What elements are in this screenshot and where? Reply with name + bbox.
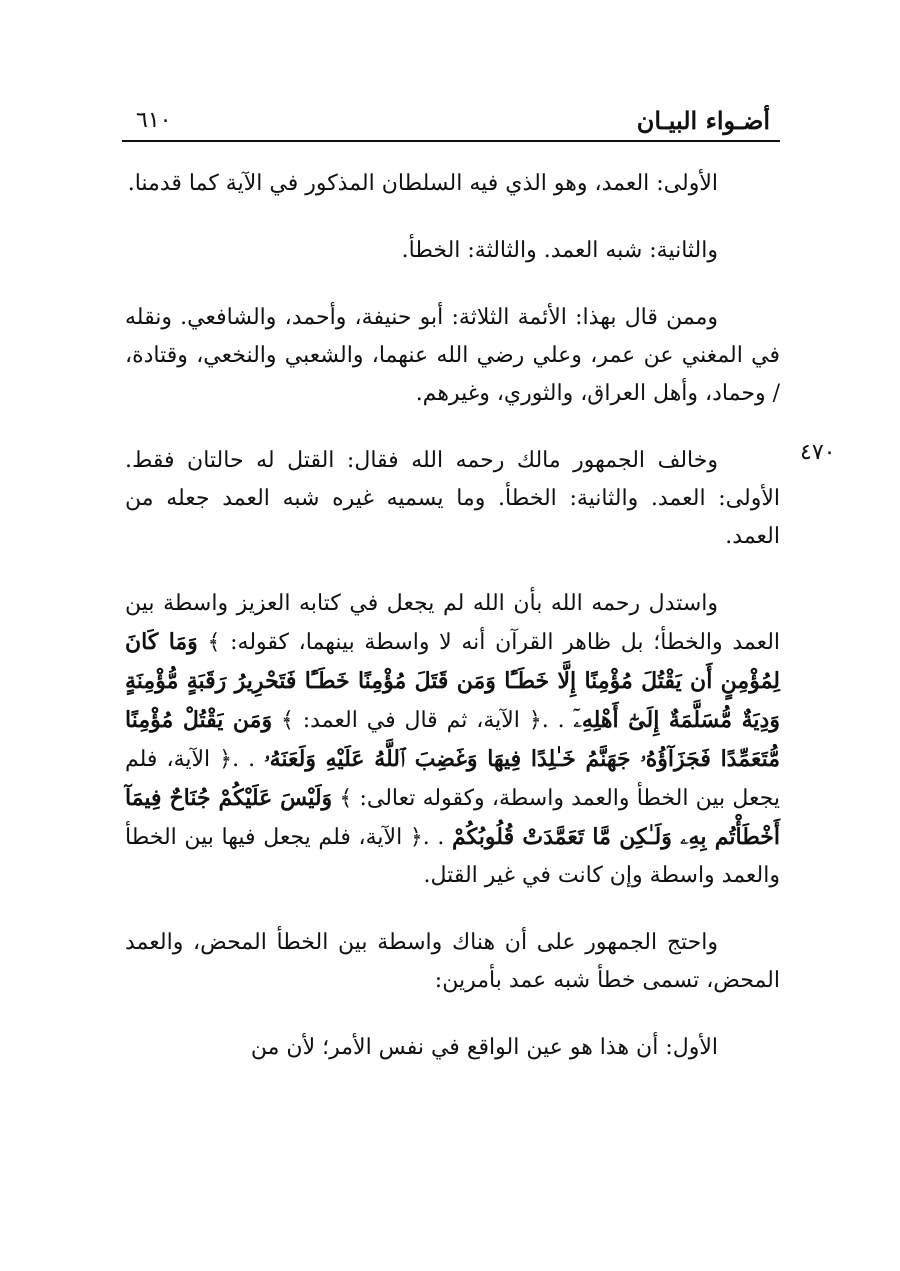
evidence-mid-1: الآية، ثم قال في العمد:: [302, 708, 520, 733]
quran-verse-33-5: وَلَيْسَ عَلَيْكُمْ جُنَاحٌ فِيمَآ أَخْطَأْتُم بِهِۦ وَلَـٰكِن مَّا تَعَمَّدَتْ قُلُوبُكُمْ: [125, 785, 780, 850]
paragraph-majority-argument: واحتج الجمهور على أن هناك واسطة بين الخطأ المحض، والعمد المحض، تسمى خطأ شبه عمد بأمرين:: [125, 930, 780, 993]
ellipsis: . .: [422, 825, 445, 850]
evidence-mid-2: الآية، فلم يجعل بين الخطأ والعمد واسطة، وكقوله تعالى:: [125, 747, 780, 811]
evidence-intro: واستدل رحمه الله بأن الله لم يجعل في كتابه العزيز واسطة بين العمد والخطأ؛ بل ظاهر القرآن أنه لا واسطة بينهما، كقوله:: [125, 591, 781, 655]
page-header: [126, 104, 778, 140]
running-title: أضـواء البيـان: [636, 106, 770, 135]
header-rule: [122, 140, 780, 142]
paragraph-first-type: الأولى: العمد، وهو الذي فيه السلطان المذكور في الآية كما قدمنا.: [127, 171, 718, 196]
paragraph-malik-opinion: وخالف الجمهور مالك رحمه الله فقال: القتل له حالتان فقط. الأولى: العمد. والثانية: الخطأ. وما يسميه غيره شبه العمد جعله من العمد.: [125, 448, 780, 549]
margin-page-reference: ٤٧٠: [800, 440, 836, 465]
body-text: [125, 165, 780, 1096]
quran-close-bracket: ﴿: [409, 825, 423, 850]
paragraph-proponents: وممن قال بهذا: الأئمة الثلاثة: أبو حنيفة، وأحمد، والشافعي. ونقله في المغني عن عمر، وعلي رضي الله عنهما، والشعبي والنخعي، وقتادة، / وحماد، وأهل العراق، والثوري، وغيرهم.: [125, 305, 780, 406]
quran-open-bracket: ﴾: [280, 708, 294, 733]
paragraph-second-third-types: والثانية: شبه العمد. والثالثة: الخطأ.: [401, 238, 718, 263]
paragraph-malik-evidence: [125, 585, 780, 895]
evidence-outro: الآية، فلم يجعل فيها بين الخطأ والعمد واسطة وإن كانت في غير القتل.: [125, 825, 780, 888]
quran-close-bracket: ﴿: [219, 747, 233, 772]
quran-verse-4-93: وَمَن يَقْتُلْ مُؤْمِنًا مُّتَعَمِّدًا فَجَزَآؤُهُۥ جَهَنَّمُ خَـٰلِدًا فِيهَا وَغَضِبَ ٱللَّهُ عَلَيْهِ وَلَعَنَهُۥ: [125, 707, 780, 772]
ellipsis: . .: [541, 708, 565, 733]
quran-open-bracket: ﴾: [207, 630, 221, 655]
ellipsis: . .: [232, 747, 256, 772]
quran-open-bracket: ﴾: [339, 786, 353, 811]
paragraph-first-reason: الأول: أن هذا هو عين الواقع في نفس الأمر؛ لأن من: [250, 1035, 718, 1060]
page-number: ٦١٠: [136, 108, 172, 133]
quran-close-bracket: ﴿: [528, 708, 542, 733]
quran-verse-4-92: وَمَا كَانَ لِمُؤْمِنٍ أَن يَقْتُلَ مُؤْمِنًا إِلَّا خَطَـًٔا وَمَن قَتَلَ مُؤْمِنًا خَطَـًٔا فَتَحْرِيرُ رَقَبَةٍ مُّؤْمِنَةٍ وَدِيَةٌ مُّسَلَّمَةٌ إِلَىٰٓ أَهْلِهِۦٓ: [125, 629, 780, 733]
